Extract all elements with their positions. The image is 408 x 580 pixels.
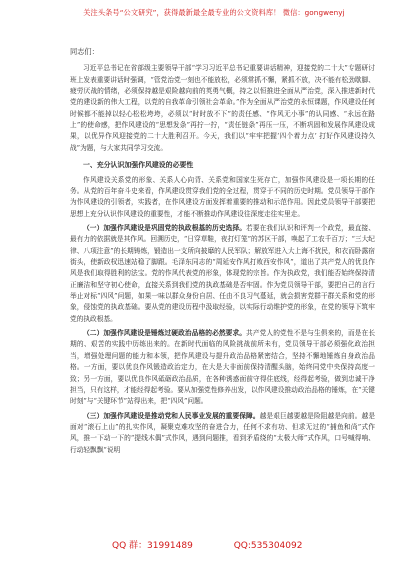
section-paragraph: 作风建设关系党的形象、关系人心向背、关系党和国家生死存亡，加强作风建设是一项长期的任务。从党的百年奋斗史来看，作风建设贯穿我们党的全过程，贯穿于不同的历史时期。党员领导干部作为作风建设的引领者，实践者，在作风建设方面发挥着重要的推动和示范作用。因此党员领导干部要把思想上充分认识作风建设的重要性，才能不断推动作风建设往深度走往实里走。 xyxy=(70,175,375,218)
subsection-1-body: 若要在我们认识和评判一个政党，最直接、最有力的依据就是其作风。回溯历史，“日穿草鞋，夜打灯笼”的苏区干部，唤起了工农千百万；“三大纪律、八项注意”的长期铸炼，锻造出一支所向披靡的人民军队；解放军进入大上海不扰民，和衣而卧露宿街头，使新政权迅速站稳了脚跟。毛泽东同志的“周延安作风打败西安作风”，道出了共产党人的优良作风是我们取得胜利的法宝。党的作风代表党的形象，体现党的宗旨。作为执政党，我们能否始终保持清正廉洁和坚守初心使命，直接关系到我们党的执政基础是否牢固。作为党员领导干部，要把自己的言行举止对标“四风”问题，如果一味以群众身份自居、任由不良习气蔓延，就会损害党群干群关系和党的形象，侵蚀党的执政基础。要从党的建设历程中汲取经验，以实际行动维护党的形象，在党的领导下筑牢党的执政根基。 xyxy=(70,224,375,323)
section-heading: 一、充分认识加强作风建设的必要性 xyxy=(83,161,194,170)
subsection-3-body: 越是艰巨越要越是险阻越是向前。越是面对“滚石上山”的扎实作风，凝聚克难攻坚的奋进合力，任何不求有功、但求无过的“捕鱼和尚”式作风，推一下动一下的“提线木偶”式作风，遇到问题推，看到矛盾绕的“太极大师”式作风，口号喊得响、行动轻飘飘“说明 xyxy=(70,411,375,454)
footer-contact xyxy=(112,538,352,551)
subsection-3-title: （三）加强作风建设是推动党和人民事业发展的重要保障。 xyxy=(83,411,260,420)
subsection-3 xyxy=(70,411,375,456)
document-body xyxy=(70,46,375,521)
subsection-2-body: 共产党人的党性不是与生俱来的，而是在长期的、艰苦的实践中历练出来的。在新时代面临的风险挑战前所未有，党员领导干部必须强化政治担当，增强处理问题的能力和本领，把作风建设与提升政治品格紧密结合，坚持不懈地锤炼自身政治品格。一方面，要以优良作风锻造政治定力，在大是大非面前保持清醒头脑，始终同党中央保持高度一致；另一方面，要以优良作风砥砺政治品质，在各种诱惑面前守得住底线，经得起考验，做到忠诚干净担当，只有这样，才能经得起考验。要从加强党性修养出发，以作风建设推动政治品格的锤炼，在“关键时刻”与“关键环节”站得出来，把“四风”问题。 xyxy=(70,329,375,406)
footer-qq-group: QQ 群：31991489 xyxy=(112,541,193,551)
greeting: 同志们： xyxy=(70,47,99,56)
subsection-1 xyxy=(70,223,375,325)
subsection-2-title: （二）加强作风建设是锤炼过硬政治品格的必然要求。 xyxy=(83,329,247,338)
subsection-2 xyxy=(70,328,375,407)
header-banner: 关注头条号“公文研究”，获得最新最全最专业的公文资料库！ 微信：gongwenyj xyxy=(83,8,345,17)
intro-paragraph: 习近平总书记在省部级主要领导干部“学习习近平总书记重要讲话精神，迎接党的二十大”专题研讨班上发表重要讲话时强调，“管党治党一刻也不能放松，必须常抓不懈，紧抓不放，决不能有松劲歇脚、疲劳厌战的情绪，必须保持越是艰险越向前的英勇气概，持之以恒推进全面从严治党，深入推进新时代党的建设新的伟大工程，以党的自我革命引领社会革命。”作为全面从严治党的永恒课题，作风建设任何时候都不能掉以轻心松松垮垮，必须以“时时放不下”的责任感、“作风无小事”的认同感、“永远在路上”的使命感，把作风建设的“思想发条”再拧一拧，“责任链条”再压一压，不断巩固和发展作风建设成果，以优异作风迎接党的二十大胜利召开。今天，我们以“牢牢把握‘四个着力点’ 打好作风建设持久战”为题，与大家共同学习交流。 xyxy=(70,64,375,152)
footer-qq-number: QQ:535304092 xyxy=(233,541,303,551)
subsection-1-title: （一）加强作风建设是巩固党的执政根基的历史选择。 xyxy=(83,224,247,233)
